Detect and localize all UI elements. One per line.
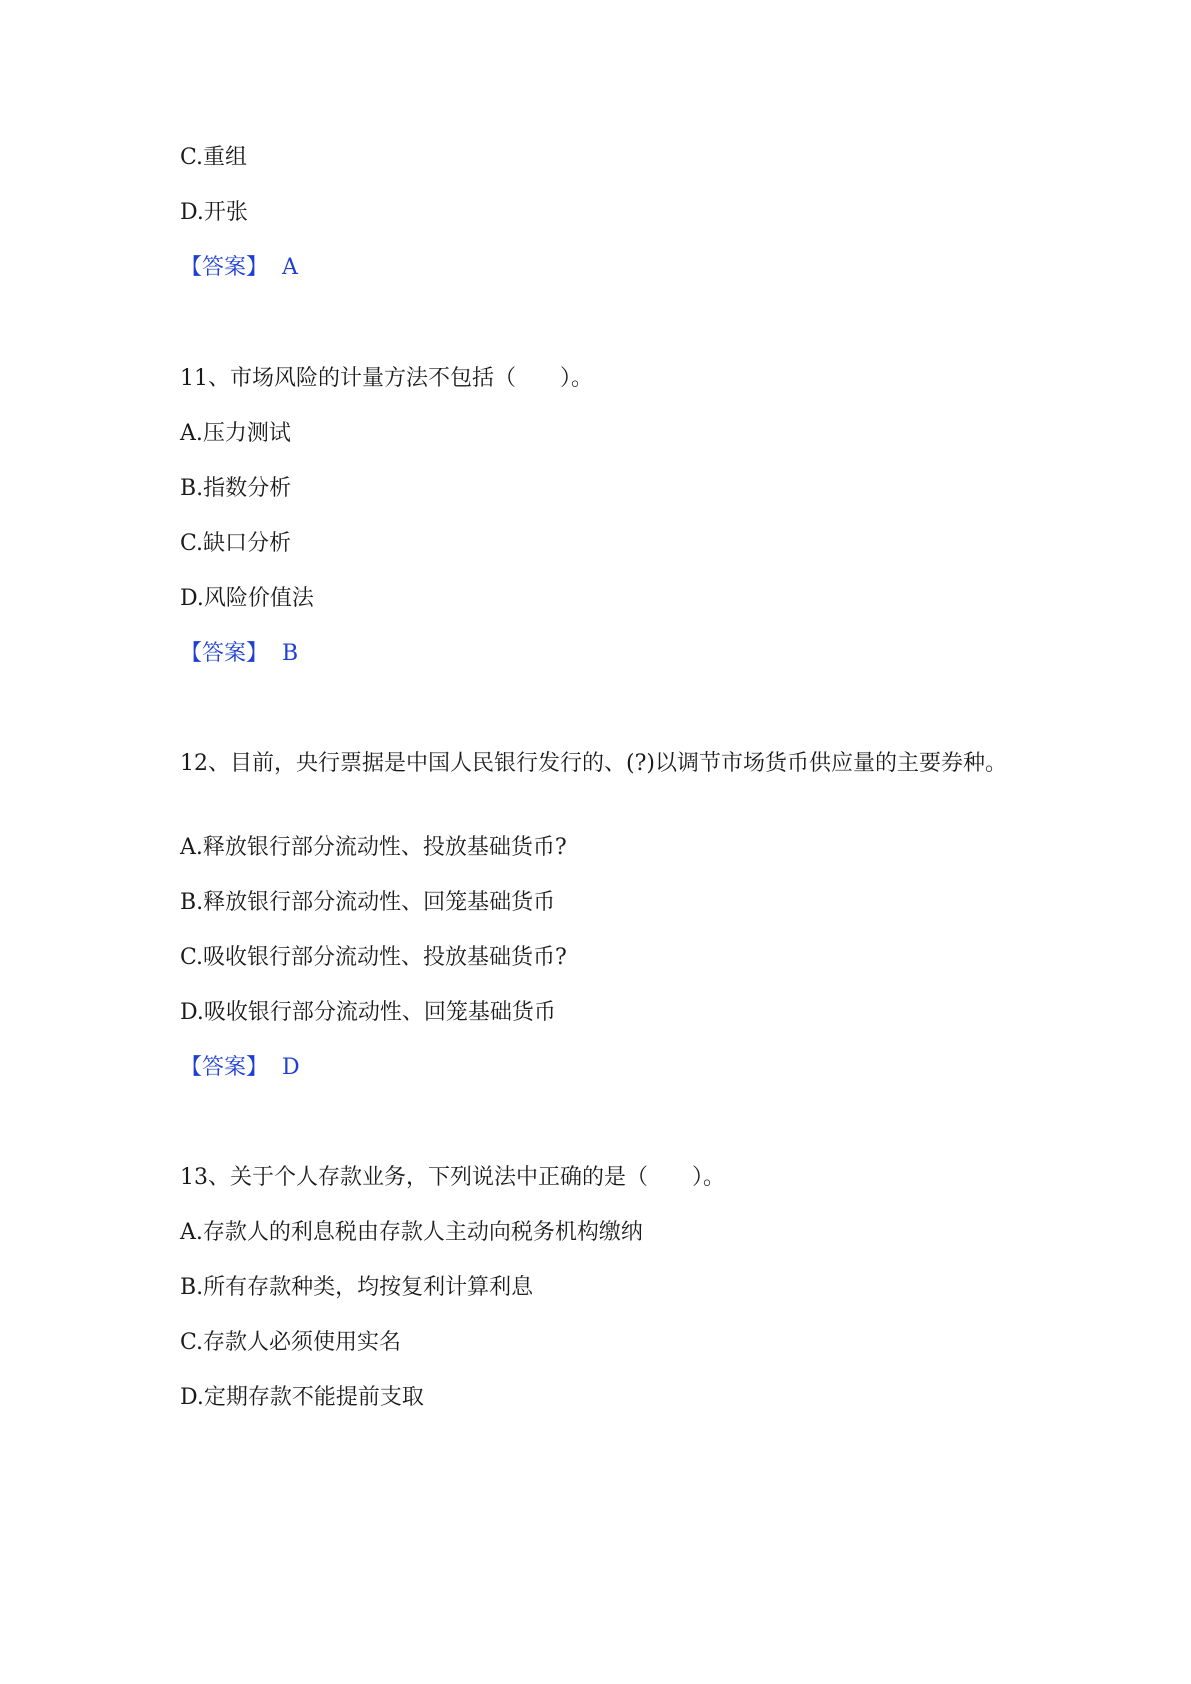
q12-option-d: D.吸收银行部分流动性、回笼基础货币 bbox=[180, 1000, 556, 1025]
answer-value: A bbox=[282, 255, 298, 280]
q11-option-a: A.压力测试 bbox=[180, 421, 291, 446]
q11-option-b: B.指数分析 bbox=[180, 476, 292, 501]
answer-value: B bbox=[282, 641, 299, 666]
q13-option-c: C.存款人必须使用实名 bbox=[180, 1330, 402, 1355]
q13-option-a: A.存款人的利息税由存款人主动向税务机构缴纳 bbox=[180, 1220, 643, 1245]
question-13-stem: 13、关于个人存款业务，下列说法中正确的是（ ）。 bbox=[180, 1165, 725, 1190]
answer-label: 【答案】 bbox=[180, 641, 269, 666]
question-11-stem: 11、市场风险的计量方法不包括（ ）。 bbox=[180, 366, 593, 391]
q12-option-b: B.释放银行部分流动性、回笼基础货币 bbox=[180, 890, 556, 915]
answer-q12 bbox=[180, 1052, 300, 1084]
option-c-prev: C.重组 bbox=[180, 145, 248, 170]
q13-option-d: D.定期存款不能提前支取 bbox=[180, 1385, 424, 1410]
q11-option-c: C.缺口分析 bbox=[180, 531, 292, 556]
q12-option-c: C.吸收银行部分流动性、投放基础货币? bbox=[180, 945, 567, 970]
answer-label: 【答案】 bbox=[180, 255, 269, 280]
q11-option-d: D.风险价值法 bbox=[180, 586, 314, 611]
answer-q11 bbox=[180, 638, 298, 670]
option-d-prev: D.开张 bbox=[180, 200, 248, 225]
answer-prev bbox=[180, 252, 298, 284]
answer-value: D bbox=[282, 1055, 300, 1080]
q13-option-b: B.所有存款种类，均按复利计算利息 bbox=[180, 1275, 534, 1300]
q12-option-a: A.释放银行部分流动性、投放基础货币? bbox=[180, 835, 567, 860]
answer-label: 【答案】 bbox=[180, 1055, 269, 1080]
question-12-stem: 12、目前，央行票据是中国人民银行发行的、(?)以调节市场货币供应量的主要券种。 bbox=[180, 751, 1007, 776]
